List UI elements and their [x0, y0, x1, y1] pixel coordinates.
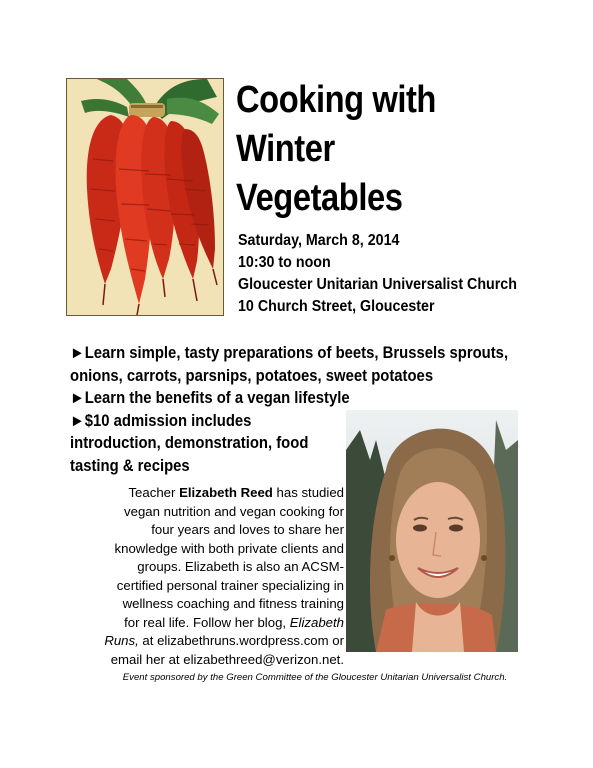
teacher-photo — [346, 410, 518, 652]
event-venue: Gloucester Unitarian Universalist Church — [238, 276, 517, 293]
bio-line: certified personal trainer specializing in — [116, 577, 344, 593]
list-item: ►$10 admission includes — [70, 411, 252, 430]
bio-line: wellness coaching and fitness training — [122, 596, 344, 611]
teacher-name: Elizabeth Reed — [179, 485, 273, 500]
carrot-illustration — [66, 78, 224, 316]
list-item: ►Learn simple, tasty preparations of beets, Brussels sprouts, — [70, 344, 509, 362]
blog-name: Elizabeth — [289, 614, 344, 630]
list-item-continuation: introduction, demonstration, food — [70, 434, 309, 452]
bullet-arrow-icon: ► — [70, 411, 85, 430]
bullet-arrow-icon: ► — [70, 344, 85, 362]
title-line: Winter — [236, 128, 335, 170]
list-item-continuation: onions, carrots, parsnips, potatoes, sweet potatoes — [70, 366, 434, 385]
event-details — [238, 230, 560, 318]
bio-line: for real life. Follow her blog, Elizabeth — [124, 614, 344, 630]
bio-line: Runs, at elizabethruns.wordpress.com or — [104, 633, 344, 648]
bio-line: email her at elizabethreed@verizon.net. — [110, 651, 344, 667]
bio-line: vegan nutrition and vegan cooking for — [124, 503, 344, 519]
list-item: ►Learn the benefits of a vegan lifestyle — [70, 389, 350, 407]
bio-line: knowledge with both private clients and — [114, 540, 344, 556]
list-item-continuation: tasting & recipes — [70, 456, 190, 475]
title-line: Vegetables — [236, 177, 403, 219]
teacher-bio — [82, 484, 344, 669]
sponsor-note: Event sponsored by the Green Committee of the Gloucester Unitarian Universalist Church. — [122, 672, 508, 683]
bio-line: four years and loves to share her — [151, 522, 344, 537]
blog-name: Runs, — [104, 633, 139, 648]
page-title — [236, 76, 528, 223]
bio-line: Teacher Elizabeth Reed has studied — [128, 485, 344, 500]
title-line: Cooking with — [236, 79, 436, 121]
bio-line: groups. Elizabeth is also an ACSM- — [137, 559, 344, 574]
event-date: Saturday, March 8, 2014 — [238, 232, 400, 249]
event-time: 10:30 to noon — [238, 254, 331, 271]
event-address: 10 Church Street, Gloucester — [238, 298, 435, 315]
bullet-arrow-icon: ► — [70, 389, 85, 407]
